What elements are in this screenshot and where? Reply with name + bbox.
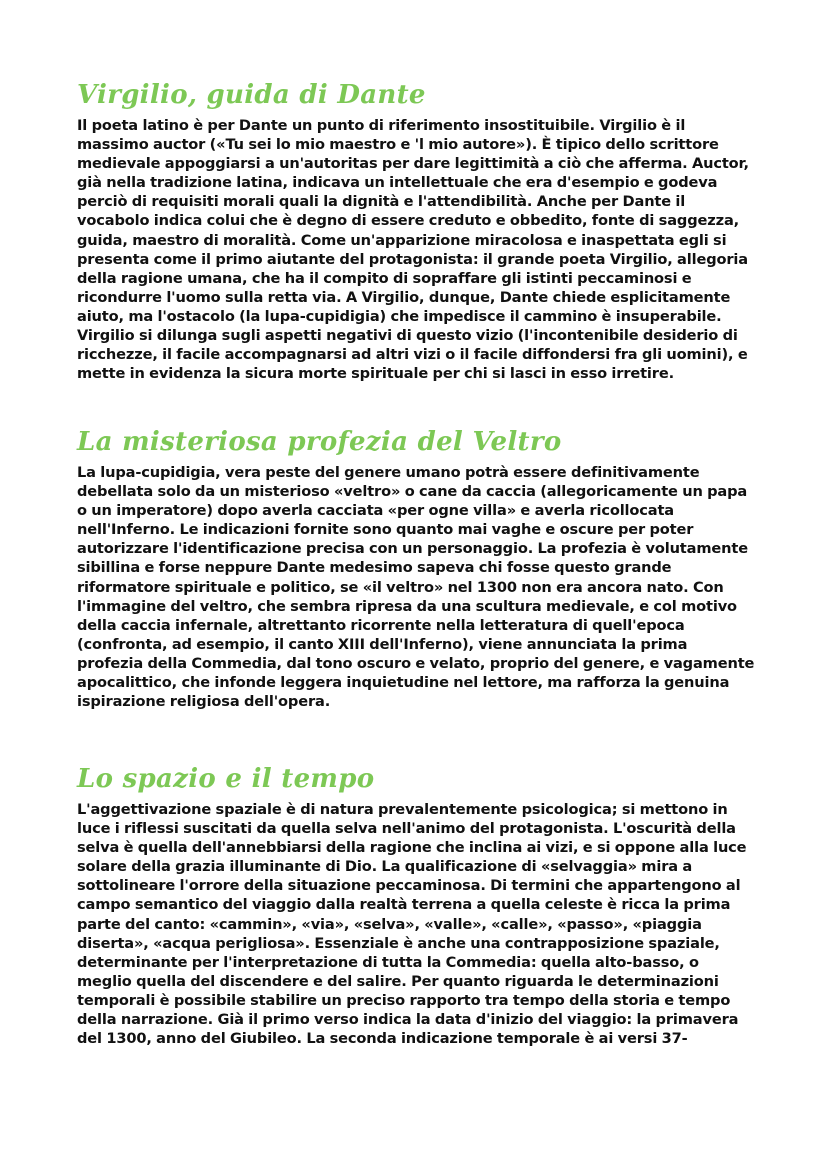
section-profezia-veltro <box>77 427 757 711</box>
section-heading: Virgilio, guida di Dante <box>77 80 426 110</box>
section-body: La lupa-cupidigia, vera peste del genere umano potrà essere definitivamente debellata solo da un misterioso «veltro» o cane da caccia (allegoricamente un papa o un imperatore) dopo averla cacciata «per ogne villa» e averla ricollocata nell'Inferno. Le indicazioni fornite sono quanto mai vaghe e oscure per poter autorizzare l'identificazione precisa con un personaggio. La profezia è volutamente sibillina e forse neppure Dante medesimo sapeva chi fosse questo grande riformatore spirituale e politico, se «il veltro» nel 1300 non era ancora nato. Con l'immagine del veltro, che sembra ripresa da una scultura medievale, e col motivo della caccia infernale, altrettanto ricorrente nella letteratura di quell'epoca (confronta, ad esempio, il canto XIII dell'Inferno), viene annunciata la prima profezia della Commedia, dal tono oscuro e velato, proprio del genere, e vagamente apocalittico, che infonde leggera inquietudine nel lettore, ma rafforza la genuina ispirazione religiosa dell'opera. <box>77 464 755 711</box>
section-heading: Lo spazio e il tempo <box>77 764 375 794</box>
section-heading: La misteriosa profezia del Veltro <box>77 427 562 457</box>
section-virgilio <box>77 80 757 383</box>
section-spazio-tempo <box>77 764 757 1048</box>
section-body: L'aggettivazione spaziale è di natura prevalentemente psicologica; si mettono in luce i riflessi suscitati da quella selva nell'animo del protagonista. L'oscurità della selva è quella dell'annebbiarsi della ragione che inclina ai vizi, e si oppone alla luce solare della grazia illuminante di Dio. La qualificazione di «selvaggia» mira a sottolineare l'orrore della situazione peccaminosa. Di termini che appartengono al campo semantico del viaggio dalla realtà terrena a quella celeste è ricca la prima parte del canto: «cammin», «via», «selva», «valle», «calle», «passo», «piaggia diserta», «acqua perigliosa». Essenziale è anche una contrapposizione spaziale, determinante per l'interpretazione di tutta la Commedia: quella alto-basso, o meglio quella del discendere e del salire. Per quanto riguarda le determinazioni temporali è possibile stabilire un preciso rapporto tra tempo della storia e tempo della narrazione. Già il primo verso indica la data d'inizio del viaggio: la primavera del 1300, anno del Giubileo. La seconda indicazione temporale è ai versi 37- <box>77 801 747 1048</box>
section-body: Il poeta latino è per Dante un punto di riferimento insostituibile. Virgilio è il massimo auctor («Tu sei lo mio maestro e 'l mio autore»). È tipico dello scrittore medievale appoggiarsi a un'autoritas per dare legittimità a ciò che afferma. Auctor, già nella tradizione latina, indicava un intellettuale che era d'esempio e godeva perciò di requisiti morali quali la dignità e l'attendibilità. Anche per Dante il vocabolo indica colui che è degno di essere creduto e obbedito, fonte di saggezza, guida, maestro di moralità. Come un'apparizione miracolosa e inaspettata egli si presenta come il primo aiutante del protagonista: il grande poeta Virgilio, allegoria della ragione umana, che ha il compito di sopraffare gli istinti peccaminosi e ricondurre l'uomo sulla retta via. A Virgilio, dunque, Dante chiede esplicitamente aiuto, ma l'ostacolo (la lupa-cupidigia) che impedisce il cammino è insuperabile. Virgilio si dilunga sugli aspetti negativi di questo vizio (l'incontenibile desiderio di ricchezze, il facile accompagnarsi ad altri vizi o il facile diffondersi fra gli uomini), e mette in evidenza la sicura morte spirituale per chi si lasci in esso irretire. <box>77 117 749 383</box>
